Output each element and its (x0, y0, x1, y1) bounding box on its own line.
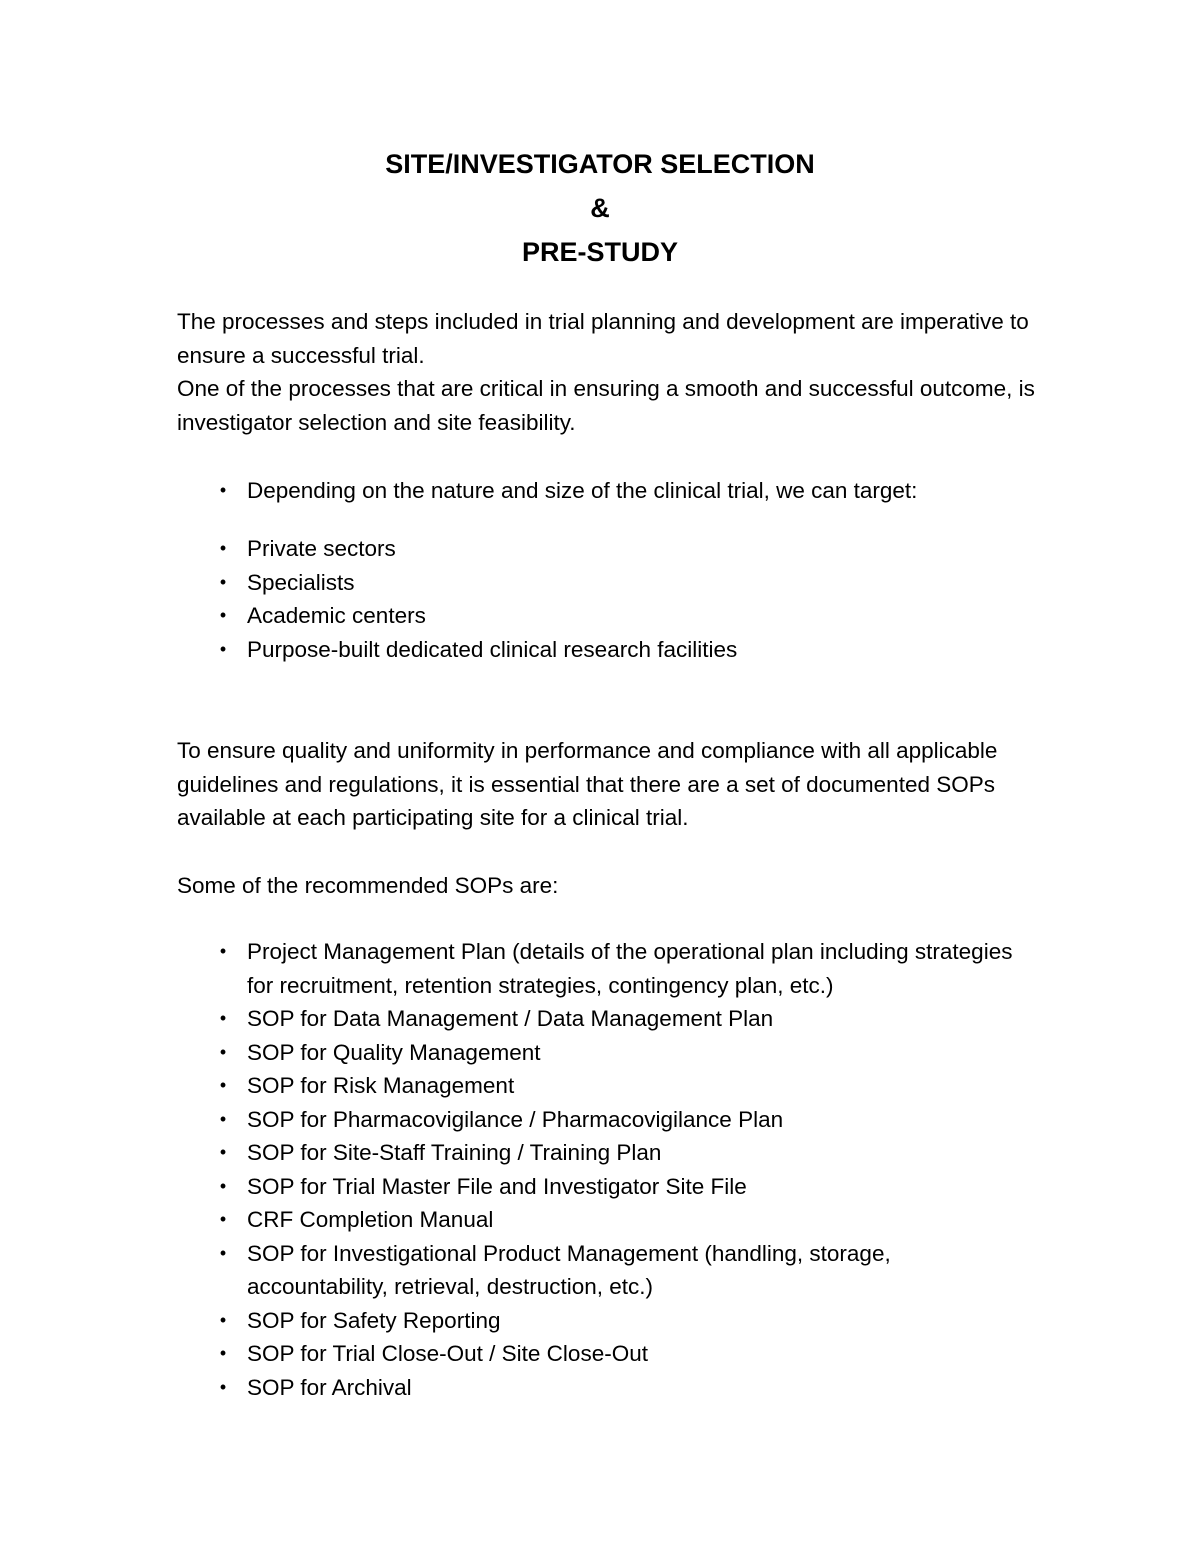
bullet-icon: • (219, 941, 227, 961)
sop-item-text: SOP for Risk Management (247, 1073, 515, 1098)
target-lead-list (177, 474, 1037, 508)
bullet-icon: • (219, 1175, 227, 1196)
list-item (177, 1304, 1037, 1338)
sops-intro-text: Some of the recommended SOPs are: (177, 873, 559, 898)
list-item (177, 599, 1037, 633)
quality-section (177, 734, 1037, 835)
list-item (177, 566, 1037, 600)
sops-intro (177, 869, 1037, 903)
title-line-2: & (590, 193, 610, 223)
document-title (0, 142, 1200, 274)
list-item (177, 474, 1037, 508)
list-item (177, 1002, 1037, 1036)
sop-item-text: SOP for Archival (247, 1374, 412, 1400)
list-item (177, 1069, 1037, 1103)
bullet-icon: • (219, 1142, 227, 1162)
sop-item-text: CRF Completion Manual (247, 1207, 494, 1232)
bullet-icon: • (219, 571, 227, 592)
title-line-1: SITE/INVESTIGATOR SELECTION (385, 149, 815, 179)
target-item-text: Private sectors (247, 536, 396, 561)
list-item (177, 935, 1037, 1002)
bullet-icon: • (219, 1108, 227, 1129)
sop-list (177, 935, 1037, 1404)
target-item-text: Academic centers (247, 603, 426, 628)
sop-item-text: SOP for Safety Reporting (247, 1307, 501, 1333)
bullet-icon: • (219, 1376, 227, 1397)
bullet-icon: • (219, 480, 227, 500)
target-item-text: Specialists (247, 569, 355, 595)
sop-item-text: SOP for Pharmacovigilance / Pharmacovigilance Plan (247, 1106, 784, 1132)
list-item (177, 532, 1037, 566)
intro-section (177, 305, 1037, 439)
title-line-3: PRE-STUDY (521, 237, 678, 267)
sop-item-text: SOP for Investigational Product Management (handling, storage, accountability, retrieval, destruction, etc.) (247, 1240, 891, 1299)
target-item-text: Purpose-built dedicated clinical research facilities (247, 636, 738, 662)
bullet-icon: • (219, 538, 227, 558)
list-item (177, 1371, 1037, 1405)
bullet-icon: • (219, 1343, 227, 1363)
target-list (177, 532, 1037, 666)
bullet-icon: • (219, 1309, 227, 1330)
list-item (177, 1203, 1037, 1237)
sop-item-text: SOP for Trial Master File and Investigator Site File (247, 1173, 747, 1199)
bullet-icon: • (219, 1008, 227, 1028)
list-item (177, 1036, 1037, 1070)
bullet-icon: • (219, 1209, 227, 1229)
list-item (177, 1337, 1037, 1371)
bullet-icon: • (219, 1242, 227, 1263)
quality-paragraph: To ensure quality and uniformity in performance and compliance with all applicable guidelines and regulations, it is essential that there are a set of documented SOPs available at each participating site for a clinical trial. (177, 738, 998, 830)
sop-item-text: SOP for Quality Management (247, 1039, 541, 1065)
list-item (177, 1170, 1037, 1204)
intro-paragraph-1: The processes and steps included in trial planning and development are imperative to ensure a successful trial. (177, 309, 1029, 368)
bullet-icon: • (219, 638, 227, 659)
sop-item-text: SOP for Trial Close-Out / Site Close-Out (247, 1341, 648, 1366)
bullet-icon: • (219, 1075, 227, 1095)
intro-paragraph-2: One of the processes that are critical in ensuring a smooth and successful outcome, is investigator selection and site feasibility. (177, 376, 1035, 435)
bullet-icon: • (219, 605, 227, 625)
bullet-icon: • (219, 1041, 227, 1062)
sop-item-text: SOP for Site-Staff Training / Training Plan (247, 1140, 662, 1165)
list-item (177, 1237, 1037, 1304)
sop-item-text: SOP for Data Management / Data Management Plan (247, 1006, 774, 1031)
target-lead-text: Depending on the nature and size of the clinical trial, we can target: (247, 478, 918, 503)
list-item (177, 633, 1037, 667)
sop-item-text: Project Management Plan (details of the operational plan including strategies for recruitment, retention strategies, contingency plan, etc.) (247, 939, 1013, 998)
list-item (177, 1103, 1037, 1137)
list-item (177, 1136, 1037, 1170)
